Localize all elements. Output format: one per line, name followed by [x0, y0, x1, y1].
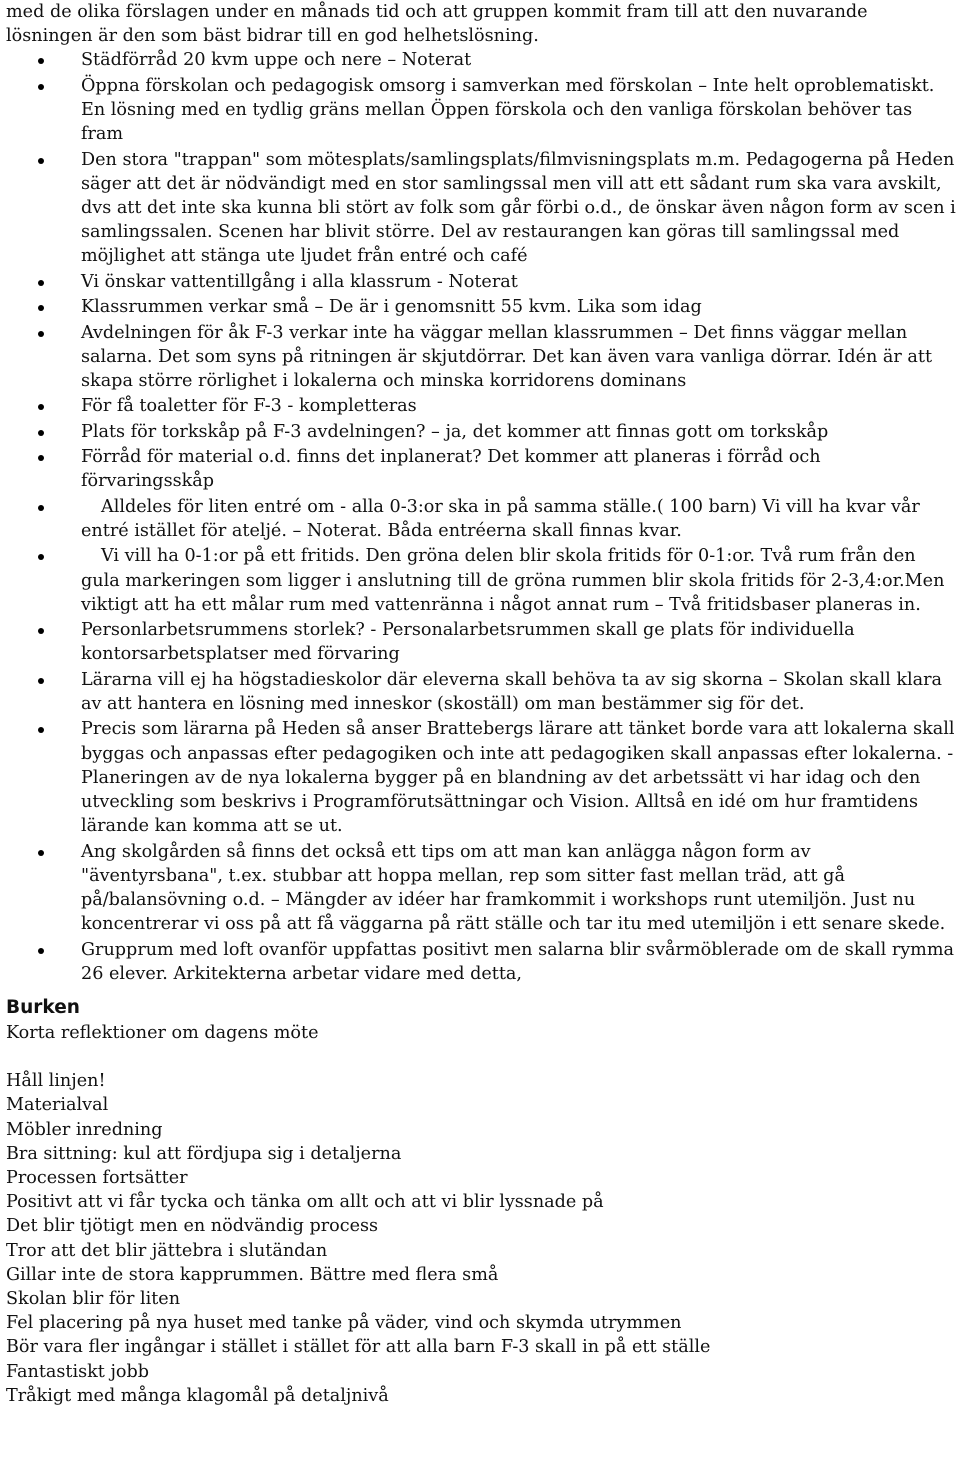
reflection-line: Processen fortsätter [6, 1167, 188, 1188]
bullet-icon [38, 850, 44, 856]
bullet-icon [38, 158, 44, 164]
list-item [6, 840, 956, 937]
list-item [6, 321, 956, 394]
reflection-line: Fantastiskt jobb [6, 1361, 150, 1382]
list-item [6, 48, 956, 72]
bullet-list [6, 48, 956, 986]
list-item-text: För få toaletter för F-3 - kompletteras [81, 396, 417, 417]
spacer [6, 1045, 956, 1069]
bullet-icon [38, 58, 44, 64]
reflections-list [6, 1069, 956, 1408]
list-item [6, 394, 956, 418]
reflection-line: Materialval [6, 1095, 109, 1116]
bullet-icon [38, 280, 44, 286]
list-item-text: Avdelningen för åk F-3 verkar inte ha väggar mellan klassrummen – Det finns väggar mellan salarna. Det som syns på ritningen är skjutdörrar. Det kan även vara vanliga dörrar. Idén är att skapa större rörlighet i lokalerna och minska korridorens dominans [81, 322, 933, 391]
list-item [6, 420, 956, 444]
list-item [6, 618, 956, 666]
bullet-icon [38, 678, 44, 684]
bullet-icon [38, 554, 44, 560]
list-item-text: Alldeles för liten entré om - alla 0-3:or ska in på samma ställe.( 100 barn) Vi vill ha kvar vår entré istället för ateljé. – Noterat. Båda entréerna skall finnas kvar. [81, 496, 920, 541]
bullet-icon [38, 948, 44, 954]
bullet-icon [38, 430, 44, 436]
list-item [6, 148, 956, 269]
list-item-text: Grupprum med loft ovanför uppfattas positivt men salarna blir svårmöblerade om de skall rymma 26 elever. Arkitekterna arbetar vidare med detta, [81, 939, 955, 984]
list-item [6, 717, 956, 838]
section-subheading: Korta reflektioner om dagens möte [6, 1022, 319, 1043]
section-heading: Burken [6, 996, 80, 1018]
list-item [6, 544, 956, 617]
bullet-icon [38, 505, 44, 511]
bullet-icon [38, 84, 44, 90]
list-item-text: Lärarna vill ej ha högstadieskolor där eleverna skall behöva ta av sig skorna – Skolan skall klara av att hantera en lösning med inneskor (skoställ) om man bestämmer sig för det. [81, 669, 943, 714]
intro-continuation: med de olika förslagen under en månads tid och att gruppen kommit fram till att den nuvarande lösningen är den som bäst bidrar till en god helhetslösning. [6, 2, 868, 47]
list-item-text: Ang skolgården så finns det också ett tips om att man kan anlägga någon form av "äventyrsbana", t.ex. stubbar att hoppa mellan, rep som sitter fast mellan träd, att gå på/balansövning o.d. – Mängder av idéer har framkommit i workshops runt utemiljön. Just nu koncentrerar vi oss på att få väggarna på rätt ställe och tar itu med utemiljön i ett senare skede. [81, 841, 946, 935]
reflection-line: Bör vara fler ingångar i stället i stället för att alla barn F-3 skall in på ett ställe [6, 1337, 711, 1358]
list-item [6, 295, 956, 319]
list-item-text: Den stora "trappan" som mötesplats/samlingsplats/filmvisningsplats m.m. Pedagogerna på Heden säger att det är nödvändigt med en stor samlingssal men vill att ett sådant rum ska vara avskilt, dvs att det inte ska kunna bli stört av folk som går förbi o.d., de önskar även någon form av scen i samlingssalen. Scenen har blivit större. Del av restaurangen kan göras till samlingssal med möjlighet att stänga ute ljudet från entré och café [81, 149, 956, 267]
list-item-text: Klassrummen verkar små – De är i genomsnitt 55 kvm. Lika som idag [81, 297, 702, 318]
list-item-text: Vi önskar vattentillgång i alla klassrum - Noterat [81, 271, 518, 292]
bullet-icon [38, 404, 44, 410]
list-item-text: Vi vill ha 0-1:or på ett fritids. Den gröna delen blir skola fritids för 0-1:or. Två rum från den gula markeringen som ligger i anslutning till de gröna rummen blir skola fritids för 2-3,4:or.Men viktigt att ha ett målar rum med vattenränna i något annat rum – Två fritidsbaser planeras in. [81, 546, 945, 615]
list-item [6, 74, 956, 147]
list-item [6, 445, 956, 493]
reflection-line: Tråkigt med många klagomål på detaljnivå [6, 1385, 389, 1406]
reflection-line: Skolan blir för liten [6, 1288, 181, 1309]
bullet-icon [38, 331, 44, 337]
bullet-icon [38, 727, 44, 733]
list-item-text: Förråd för material o.d. finns det inplanerat? Det kommer att planeras i förråd och förvaringsskåp [81, 447, 821, 492]
list-item-text: Öppna förskolan och pedagogisk omsorg i samverkan med förskolan – Inte helt oproblematiskt. En lösning med en tydlig gräns mellan Öppen förskola och den vanliga förskolan behöver tas fram [81, 75, 935, 145]
reflection-line: Håll linjen! [6, 1071, 106, 1092]
list-item [6, 495, 956, 543]
list-item-text: Personlarbetsrummens storlek? - Personalarbetsrummen skall ge plats för individuella kontorsarbetsplatser med förvaring [81, 620, 855, 665]
list-item [6, 938, 956, 986]
list-item-text: Städförråd 20 kvm uppe och nere – Noterat [81, 50, 472, 71]
list-item [6, 270, 956, 294]
bullet-icon [38, 628, 44, 634]
list-item-text: Plats för torkskåp på F-3 avdelningen? – ja, det kommer att finnas gott om torkskåp [81, 421, 829, 442]
bullet-icon [38, 305, 44, 311]
reflection-line: Tror att det blir jättebra i slutändan [6, 1240, 328, 1261]
reflection-line: Gillar inte de stora kapprummen. Bättre med flera små [6, 1264, 499, 1285]
reflection-line: Positivt att vi får tycka och tänka om allt och att vi blir lyssnade på [6, 1192, 604, 1213]
list-item [6, 668, 956, 716]
reflection-line: Det blir tjötigt men en nödvändig process [6, 1216, 379, 1237]
reflection-line: Fel placering på nya huset med tanke på väder, vind och skymda utrymmen [6, 1313, 682, 1334]
reflection-line: Bra sittning: kul att fördjupa sig i detaljerna [6, 1143, 402, 1164]
reflection-line: Möbler inredning [6, 1119, 163, 1140]
list-item-text: Precis som lärarna på Heden så anser Brattebergs lärare att tänket borde vara att lokalerna skall byggas och anpassas efter pedagogiken och inte att pedagogiken skall anpassas efter lokalerna. - Planeringen av de nya lokalerna bygger på en blandning av det arbetssätt vi har idag och den utveckling som beskrivs i Programförutsättningar och Vision. Alltså en idé om hur framtidens lärande kan komma att se ut. [81, 719, 955, 837]
bullet-icon [38, 455, 44, 461]
